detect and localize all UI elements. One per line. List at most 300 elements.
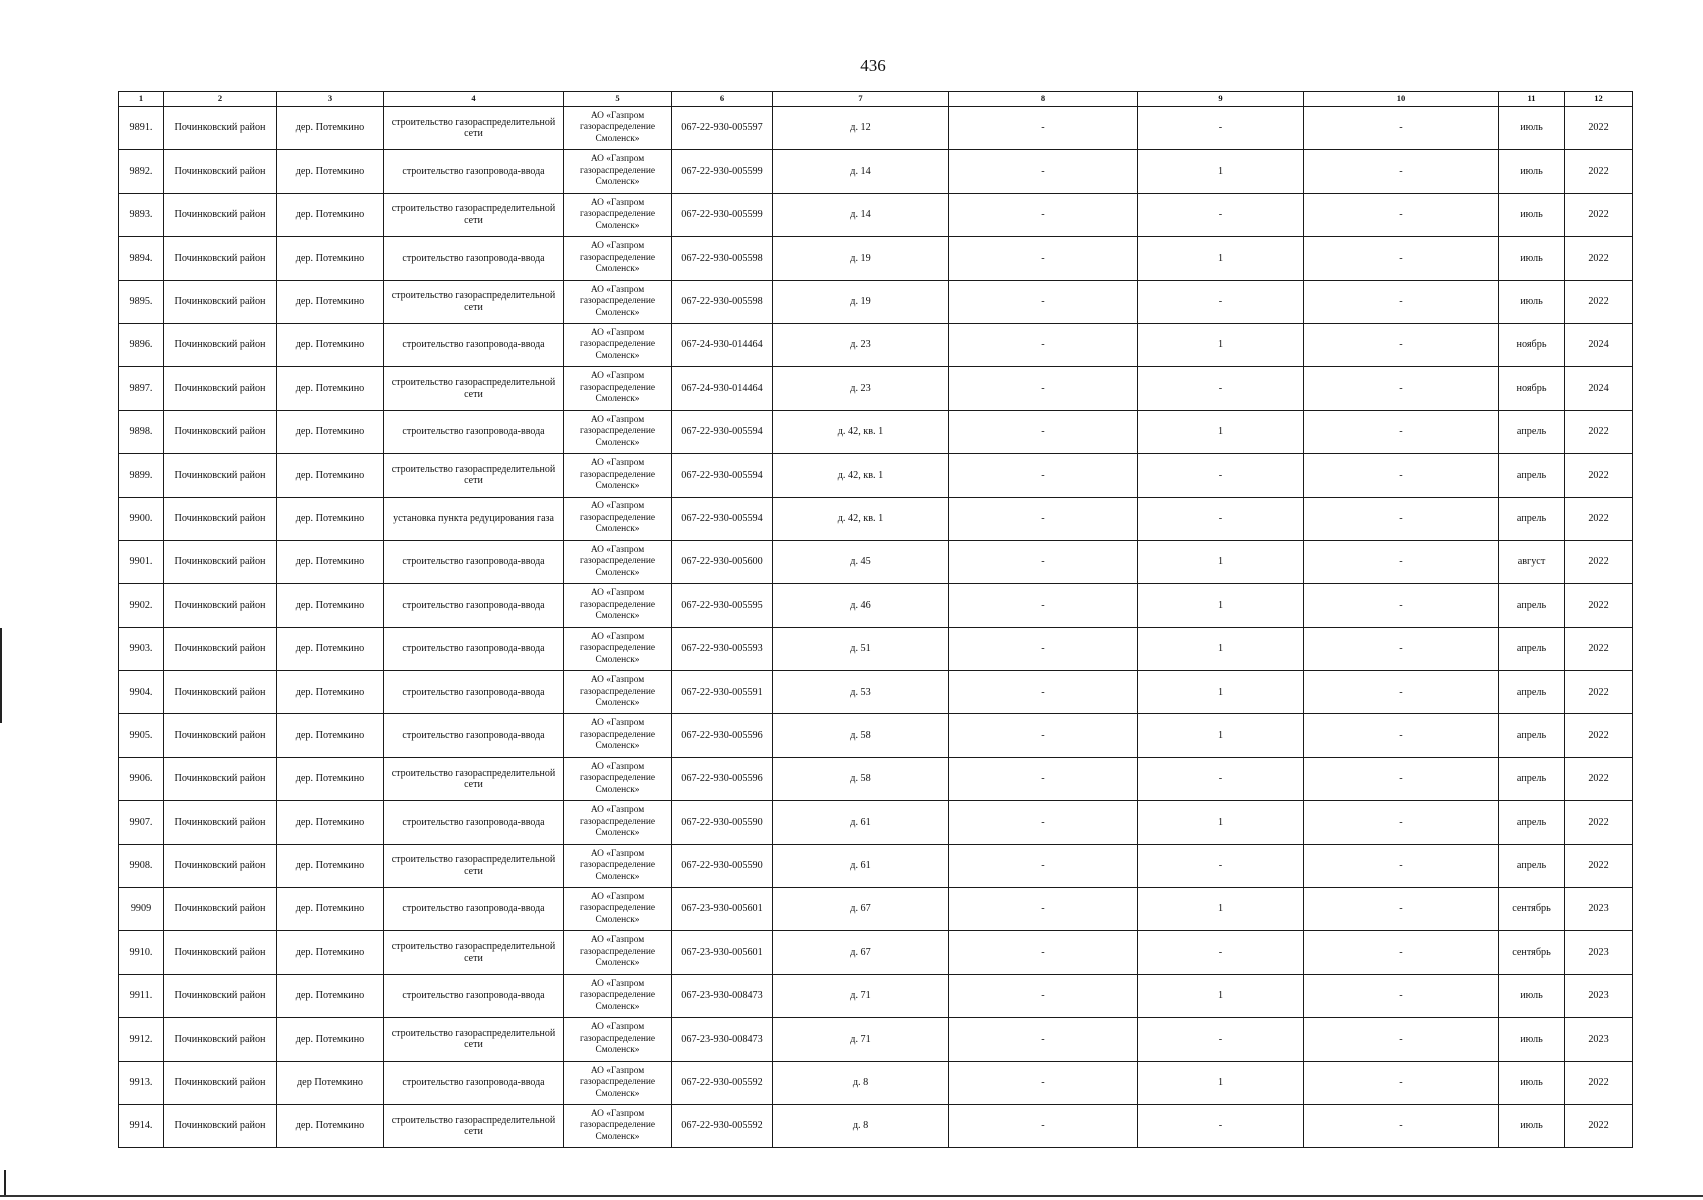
table-row	[119, 888, 1633, 931]
month-cell: июль	[1499, 237, 1565, 280]
organization-cell: АО «Газпром газораспределение Смоленск»	[564, 237, 672, 280]
column-8-cell: -	[949, 757, 1138, 800]
column-10-cell: -	[1304, 931, 1499, 974]
column-10-cell: -	[1304, 150, 1499, 193]
settlement-cell: дер. Потемкино	[277, 584, 384, 627]
row-number-cell: 9893.	[119, 193, 164, 236]
registry-number-cell: 067-22-930-005594	[672, 410, 773, 453]
district-cell: Починковский район	[164, 237, 277, 280]
year-cell: 2022	[1565, 540, 1633, 583]
year-cell: 2022	[1565, 193, 1633, 236]
scan-corner-mark	[4, 1170, 6, 1196]
settlement-cell: дер. Потемкино	[277, 280, 384, 323]
address-cell: д. 51	[773, 627, 949, 670]
organization-cell: АО «Газпром газораспределение Смоленск»	[564, 107, 672, 150]
settlement-cell: дер. Потемкино	[277, 193, 384, 236]
address-cell: д. 8	[773, 1104, 949, 1147]
column-10-cell: -	[1304, 757, 1499, 800]
column-10-cell: -	[1304, 237, 1499, 280]
organization-cell: АО «Газпром газораспределение Смоленск»	[564, 974, 672, 1017]
work-type-cell: строительство газопровода-ввода	[384, 1061, 564, 1104]
column-9-cell: -	[1138, 931, 1304, 974]
settlement-cell: дер. Потемкино	[277, 931, 384, 974]
address-cell: д. 71	[773, 1018, 949, 1061]
table-row	[119, 323, 1633, 366]
column-header: 11	[1499, 92, 1565, 107]
organization-cell: АО «Газпром газораспределение Смоленск»	[564, 367, 672, 410]
organization-cell: АО «Газпром газораспределение Смоленск»	[564, 801, 672, 844]
month-cell: ноябрь	[1499, 367, 1565, 410]
column-header: 12	[1565, 92, 1633, 107]
registry-number-cell: 067-22-930-005598	[672, 280, 773, 323]
column-10-cell: -	[1304, 1061, 1499, 1104]
settlement-cell: дер. Потемкино	[277, 844, 384, 887]
address-cell: д. 61	[773, 801, 949, 844]
work-type-cell: строительство газопровода-ввода	[384, 974, 564, 1017]
column-header: 10	[1304, 92, 1499, 107]
district-cell: Починковский район	[164, 107, 277, 150]
work-type-cell: строительство газораспределительной сети	[384, 193, 564, 236]
organization-cell: АО «Газпром газораспределение Смоленск»	[564, 280, 672, 323]
district-cell: Починковский район	[164, 888, 277, 931]
registry-number-cell: 067-22-930-005596	[672, 757, 773, 800]
address-cell: д. 42, кв. 1	[773, 497, 949, 540]
address-cell: д. 46	[773, 584, 949, 627]
column-9-cell: -	[1138, 107, 1304, 150]
registry-number-cell: 067-23-930-008473	[672, 974, 773, 1017]
address-cell: д. 42, кв. 1	[773, 454, 949, 497]
column-8-cell: -	[949, 1061, 1138, 1104]
column-10-cell: -	[1304, 671, 1499, 714]
column-9-cell: -	[1138, 1104, 1304, 1147]
year-cell: 2022	[1565, 801, 1633, 844]
year-cell: 2022	[1565, 757, 1633, 800]
month-cell: апрель	[1499, 584, 1565, 627]
work-type-cell: строительство газопровода-ввода	[384, 627, 564, 670]
address-cell: д. 71	[773, 974, 949, 1017]
row-number-cell: 9911.	[119, 974, 164, 1017]
month-cell: июль	[1499, 1061, 1565, 1104]
district-cell: Починковский район	[164, 497, 277, 540]
column-9-cell: -	[1138, 454, 1304, 497]
column-number-row	[119, 92, 1633, 107]
row-number-cell: 9906.	[119, 757, 164, 800]
column-10-cell: -	[1304, 974, 1499, 1017]
work-type-cell: строительство газопровода-ввода	[384, 888, 564, 931]
column-8-cell: -	[949, 323, 1138, 366]
row-number-cell: 9901.	[119, 540, 164, 583]
row-number-cell: 9908.	[119, 844, 164, 887]
column-9-cell: -	[1138, 367, 1304, 410]
column-8-cell: -	[949, 237, 1138, 280]
column-9-cell: 1	[1138, 801, 1304, 844]
organization-cell: АО «Газпром газораспределение Смоленск»	[564, 844, 672, 887]
district-cell: Починковский район	[164, 367, 277, 410]
column-header: 3	[277, 92, 384, 107]
registry-number-cell: 067-22-930-005592	[672, 1104, 773, 1147]
organization-cell: АО «Газпром газораспределение Смоленск»	[564, 1104, 672, 1147]
column-10-cell: -	[1304, 714, 1499, 757]
column-9-cell: -	[1138, 757, 1304, 800]
work-type-cell: установка пункта редуцирования газа	[384, 497, 564, 540]
year-cell: 2023	[1565, 1018, 1633, 1061]
table-row	[119, 280, 1633, 323]
table-row	[119, 757, 1633, 800]
month-cell: июль	[1499, 1104, 1565, 1147]
district-cell: Починковский район	[164, 974, 277, 1017]
work-type-cell: строительство газораспределительной сети	[384, 1104, 564, 1147]
address-cell: д. 19	[773, 280, 949, 323]
work-type-cell: строительство газопровода-ввода	[384, 540, 564, 583]
column-header: 7	[773, 92, 949, 107]
month-cell: июль	[1499, 107, 1565, 150]
year-cell: 2022	[1565, 714, 1633, 757]
column-header: 2	[164, 92, 277, 107]
work-type-cell: строительство газопровода-ввода	[384, 237, 564, 280]
settlement-cell: дер. Потемкино	[277, 367, 384, 410]
district-cell: Починковский район	[164, 627, 277, 670]
registry-number-cell: 067-23-930-008473	[672, 1018, 773, 1061]
month-cell: июль	[1499, 280, 1565, 323]
work-type-cell: строительство газопровода-ввода	[384, 584, 564, 627]
table-row	[119, 801, 1633, 844]
row-number-cell: 9903.	[119, 627, 164, 670]
registry-number-cell: 067-22-930-005591	[672, 671, 773, 714]
year-cell: 2022	[1565, 237, 1633, 280]
district-cell: Починковский район	[164, 844, 277, 887]
registry-number-cell: 067-22-930-005595	[672, 584, 773, 627]
column-10-cell: -	[1304, 410, 1499, 453]
year-cell: 2022	[1565, 410, 1633, 453]
row-number-cell: 9909	[119, 888, 164, 931]
column-8-cell: -	[949, 280, 1138, 323]
settlement-cell: дер. Потемкино	[277, 540, 384, 583]
registry-number-cell: 067-22-930-005596	[672, 714, 773, 757]
row-number-cell: 9905.	[119, 714, 164, 757]
column-9-cell: 1	[1138, 714, 1304, 757]
column-8-cell: -	[949, 410, 1138, 453]
column-10-cell: -	[1304, 801, 1499, 844]
column-10-cell: -	[1304, 107, 1499, 150]
column-8-cell: -	[949, 1104, 1138, 1147]
table-row	[119, 107, 1633, 150]
address-cell: д. 23	[773, 367, 949, 410]
column-8-cell: -	[949, 627, 1138, 670]
table-row	[119, 150, 1633, 193]
column-9-cell: 1	[1138, 584, 1304, 627]
table-row	[119, 454, 1633, 497]
address-cell: д. 58	[773, 757, 949, 800]
year-cell: 2022	[1565, 1061, 1633, 1104]
address-cell: д. 23	[773, 323, 949, 366]
column-8-cell: -	[949, 584, 1138, 627]
registry-number-cell: 067-22-930-005594	[672, 454, 773, 497]
work-type-cell: строительство газопровода-ввода	[384, 671, 564, 714]
registry-number-cell: 067-22-930-005592	[672, 1061, 773, 1104]
work-type-cell: строительство газораспределительной сети	[384, 107, 564, 150]
organization-cell: АО «Газпром газораспределение Смоленск»	[564, 497, 672, 540]
address-cell: д. 61	[773, 844, 949, 887]
work-type-cell: строительство газопровода-ввода	[384, 150, 564, 193]
organization-cell: АО «Газпром газораспределение Смоленск»	[564, 1061, 672, 1104]
settlement-cell: дер. Потемкино	[277, 107, 384, 150]
table-row	[119, 367, 1633, 410]
row-number-cell: 9892.	[119, 150, 164, 193]
month-cell: апрель	[1499, 844, 1565, 887]
column-9-cell: 1	[1138, 627, 1304, 670]
district-cell: Починковский район	[164, 454, 277, 497]
month-cell: июль	[1499, 193, 1565, 236]
column-9-cell: 1	[1138, 323, 1304, 366]
column-8-cell: -	[949, 844, 1138, 887]
row-number-cell: 9907.	[119, 801, 164, 844]
table-row	[119, 237, 1633, 280]
month-cell: апрель	[1499, 410, 1565, 453]
table-row	[119, 844, 1633, 887]
work-type-cell: строительство газораспределительной сети	[384, 757, 564, 800]
column-10-cell: -	[1304, 1104, 1499, 1147]
work-type-cell: строительство газопровода-ввода	[384, 410, 564, 453]
column-9-cell: 1	[1138, 410, 1304, 453]
year-cell: 2022	[1565, 844, 1633, 887]
column-10-cell: -	[1304, 627, 1499, 670]
organization-cell: АО «Газпром газораспределение Смоленск»	[564, 671, 672, 714]
year-cell: 2022	[1565, 584, 1633, 627]
district-cell: Починковский район	[164, 193, 277, 236]
column-8-cell: -	[949, 931, 1138, 974]
address-cell: д. 14	[773, 193, 949, 236]
column-9-cell: 1	[1138, 974, 1304, 1017]
settlement-cell: дер. Потемкино	[277, 974, 384, 1017]
table-row	[119, 974, 1633, 1017]
table-row	[119, 1018, 1633, 1061]
row-number-cell: 9913.	[119, 1061, 164, 1104]
column-8-cell: -	[949, 454, 1138, 497]
work-type-cell: строительство газопровода-ввода	[384, 714, 564, 757]
year-cell: 2023	[1565, 931, 1633, 974]
address-cell: д. 8	[773, 1061, 949, 1104]
column-8-cell: -	[949, 801, 1138, 844]
year-cell: 2022	[1565, 627, 1633, 670]
row-number-cell: 9891.	[119, 107, 164, 150]
column-8-cell: -	[949, 150, 1138, 193]
registry-number-cell: 067-22-930-005598	[672, 237, 773, 280]
month-cell: июль	[1499, 974, 1565, 1017]
district-cell: Починковский район	[164, 1061, 277, 1104]
column-8-cell: -	[949, 193, 1138, 236]
row-number-cell: 9895.	[119, 280, 164, 323]
column-8-cell: -	[949, 107, 1138, 150]
registry-number-cell: 067-22-930-005597	[672, 107, 773, 150]
organization-cell: АО «Газпром газораспределение Смоленск»	[564, 193, 672, 236]
district-cell: Починковский район	[164, 410, 277, 453]
organization-cell: АО «Газпром газораспределение Смоленск»	[564, 627, 672, 670]
district-cell: Починковский район	[164, 150, 277, 193]
address-cell: д. 12	[773, 107, 949, 150]
work-type-cell: строительство газораспределительной сети	[384, 931, 564, 974]
month-cell: август	[1499, 540, 1565, 583]
column-8-cell: -	[949, 497, 1138, 540]
settlement-cell: дер. Потемкино	[277, 801, 384, 844]
column-8-cell: -	[949, 367, 1138, 410]
settlement-cell: дер. Потемкино	[277, 454, 384, 497]
registry-number-cell: 067-22-930-005594	[672, 497, 773, 540]
registry-number-cell: 067-23-930-005601	[672, 931, 773, 974]
column-10-cell: -	[1304, 323, 1499, 366]
address-cell: д. 19	[773, 237, 949, 280]
address-cell: д. 58	[773, 714, 949, 757]
row-number-cell: 9912.	[119, 1018, 164, 1061]
table-row	[119, 931, 1633, 974]
organization-cell: АО «Газпром газораспределение Смоленск»	[564, 150, 672, 193]
year-cell: 2022	[1565, 1104, 1633, 1147]
settlement-cell: дер. Потемкино	[277, 237, 384, 280]
row-number-cell: 9896.	[119, 323, 164, 366]
address-cell: д. 42, кв. 1	[773, 410, 949, 453]
row-number-cell: 9900.	[119, 497, 164, 540]
row-number-cell: 9898.	[119, 410, 164, 453]
district-cell: Починковский район	[164, 801, 277, 844]
registry-number-cell: 067-24-930-014464	[672, 323, 773, 366]
column-10-cell: -	[1304, 584, 1499, 627]
column-header: 8	[949, 92, 1138, 107]
settlement-cell: дер Потемкино	[277, 1061, 384, 1104]
settlement-cell: дер. Потемкино	[277, 150, 384, 193]
month-cell: сентябрь	[1499, 888, 1565, 931]
row-number-cell: 9910.	[119, 931, 164, 974]
settlement-cell: дер. Потемкино	[277, 671, 384, 714]
work-type-cell: строительство газораспределительной сети	[384, 844, 564, 887]
column-10-cell: -	[1304, 888, 1499, 931]
row-number-cell: 9914.	[119, 1104, 164, 1147]
column-header: 4	[384, 92, 564, 107]
column-10-cell: -	[1304, 193, 1499, 236]
registry-number-cell: 067-22-930-005590	[672, 801, 773, 844]
month-cell: июль	[1499, 1018, 1565, 1061]
settlement-cell: дер. Потемкино	[277, 714, 384, 757]
column-9-cell: -	[1138, 1018, 1304, 1061]
work-type-cell: строительство газораспределительной сети	[384, 1018, 564, 1061]
column-header: 9	[1138, 92, 1304, 107]
table-row	[119, 1061, 1633, 1104]
column-8-cell: -	[949, 974, 1138, 1017]
column-9-cell: -	[1138, 497, 1304, 540]
year-cell: 2024	[1565, 323, 1633, 366]
column-header: 1	[119, 92, 164, 107]
year-cell: 2022	[1565, 280, 1633, 323]
column-9-cell: 1	[1138, 888, 1304, 931]
column-header: 6	[672, 92, 773, 107]
organization-cell: АО «Газпром газораспределение Смоленск»	[564, 931, 672, 974]
table-row	[119, 497, 1633, 540]
organization-cell: АО «Газпром газораспределение Смоленск»	[564, 540, 672, 583]
table-row	[119, 627, 1633, 670]
year-cell: 2022	[1565, 454, 1633, 497]
page-number: 436	[860, 56, 886, 75]
column-10-cell: -	[1304, 844, 1499, 887]
work-type-cell: строительство газопровода-ввода	[384, 801, 564, 844]
settlement-cell: дер. Потемкино	[277, 497, 384, 540]
district-cell: Починковский район	[164, 931, 277, 974]
year-cell: 2022	[1565, 671, 1633, 714]
district-cell: Починковский район	[164, 540, 277, 583]
scan-edge-mark	[0, 628, 2, 723]
column-8-cell: -	[949, 888, 1138, 931]
year-cell: 2022	[1565, 497, 1633, 540]
address-cell: д. 45	[773, 540, 949, 583]
organization-cell: АО «Газпром газораспределение Смоленск»	[564, 410, 672, 453]
table-row	[119, 714, 1633, 757]
table-row	[119, 1104, 1633, 1147]
scan-bottom-edge	[0, 1195, 1703, 1197]
work-type-cell: строительство газораспределительной сети	[384, 454, 564, 497]
table-row	[119, 584, 1633, 627]
column-8-cell: -	[949, 714, 1138, 757]
registry-number-cell: 067-22-930-005590	[672, 844, 773, 887]
column-8-cell: -	[949, 540, 1138, 583]
month-cell: апрель	[1499, 671, 1565, 714]
column-10-cell: -	[1304, 1018, 1499, 1061]
column-10-cell: -	[1304, 540, 1499, 583]
district-cell: Починковский район	[164, 757, 277, 800]
row-number-cell: 9897.	[119, 367, 164, 410]
organization-cell: АО «Газпром газораспределение Смоленск»	[564, 757, 672, 800]
district-cell: Починковский район	[164, 1104, 277, 1147]
registry-number-cell: 067-24-930-014464	[672, 367, 773, 410]
district-cell: Починковский район	[164, 323, 277, 366]
address-cell: д. 14	[773, 150, 949, 193]
month-cell: апрель	[1499, 627, 1565, 670]
address-cell: д. 67	[773, 931, 949, 974]
table-row	[119, 540, 1633, 583]
registry-number-cell: 067-22-930-005600	[672, 540, 773, 583]
column-8-cell: -	[949, 1018, 1138, 1061]
row-number-cell: 9899.	[119, 454, 164, 497]
year-cell: 2023	[1565, 888, 1633, 931]
district-cell: Починковский район	[164, 584, 277, 627]
column-9-cell: 1	[1138, 1061, 1304, 1104]
month-cell: ноябрь	[1499, 323, 1565, 366]
address-cell: д. 53	[773, 671, 949, 714]
year-cell: 2022	[1565, 107, 1633, 150]
organization-cell: АО «Газпром газораспределение Смоленск»	[564, 1018, 672, 1061]
settlement-cell: дер. Потемкино	[277, 1018, 384, 1061]
column-10-cell: -	[1304, 497, 1499, 540]
table-row	[119, 671, 1633, 714]
address-cell: д. 67	[773, 888, 949, 931]
year-cell: 2024	[1565, 367, 1633, 410]
row-number-cell: 9904.	[119, 671, 164, 714]
registry-number-cell: 067-22-930-005599	[672, 193, 773, 236]
table-body	[119, 107, 1633, 1148]
year-cell: 2023	[1565, 974, 1633, 1017]
settlement-cell: дер. Потемкино	[277, 888, 384, 931]
month-cell: апрель	[1499, 714, 1565, 757]
work-type-cell: строительство газораспределительной сети	[384, 280, 564, 323]
settlement-cell: дер. Потемкино	[277, 410, 384, 453]
district-cell: Починковский район	[164, 280, 277, 323]
column-9-cell: 1	[1138, 540, 1304, 583]
column-header: 5	[564, 92, 672, 107]
month-cell: июль	[1499, 150, 1565, 193]
column-8-cell: -	[949, 671, 1138, 714]
district-cell: Починковский район	[164, 1018, 277, 1061]
column-9-cell: 1	[1138, 237, 1304, 280]
organization-cell: АО «Газпром газораспределение Смоленск»	[564, 714, 672, 757]
column-9-cell: -	[1138, 280, 1304, 323]
column-9-cell: -	[1138, 193, 1304, 236]
settlement-cell: дер. Потемкино	[277, 1104, 384, 1147]
